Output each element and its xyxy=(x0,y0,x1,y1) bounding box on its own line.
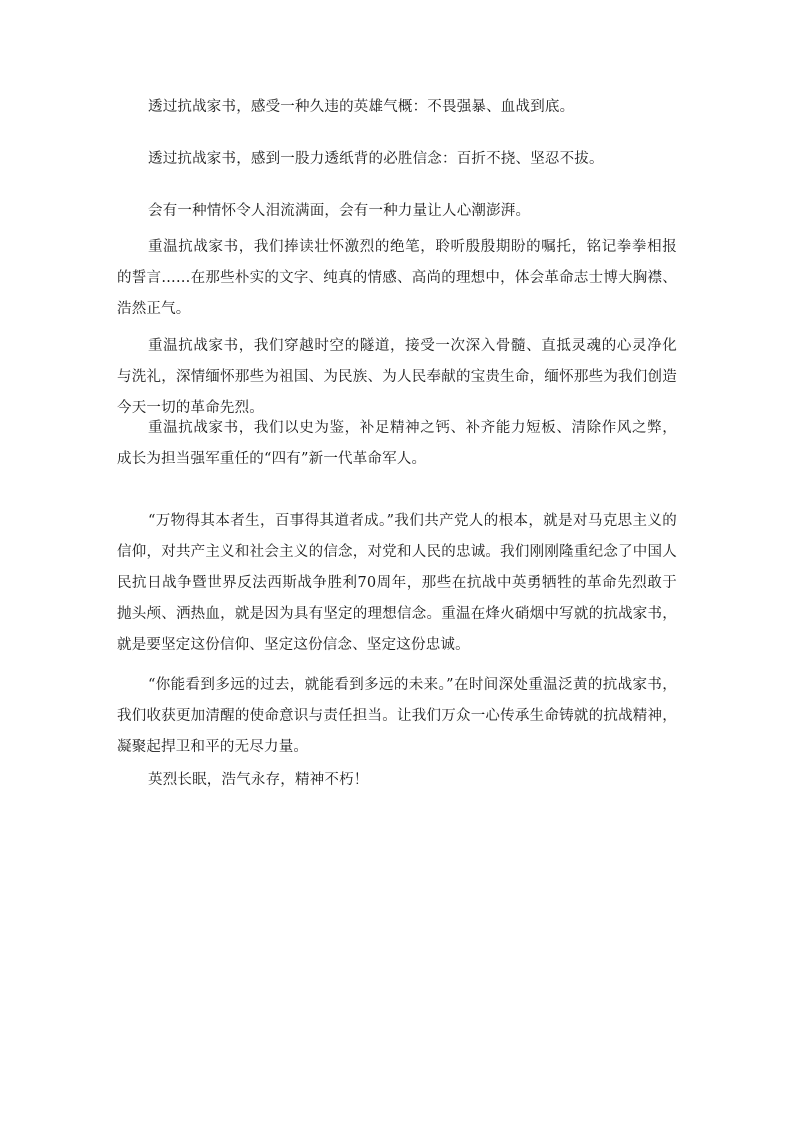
paragraph-victory-belief: 透过抗战家书，感到一股力透纸背的必胜信念：百折不挠、坚忍不拔。 xyxy=(148,151,604,167)
paragraph-heroic-spirit: 透过抗战家书，感受一种久违的英雄气概：不畏强暴、血战到底。 xyxy=(148,99,575,115)
paragraph-ideals-faith: “万物得其本者生，百事得其道者成。”我们共产党人的根本，就是对马克思主义的信仰，对共产主义和社会主义的信念，对党和人民的忠诚。我们刚刚隆重纪念了中国人民抗日战争暨世界反法西斯战争胜利70周年，那些在抗战中英勇牺牲的革命先烈敢于抛头颅、洒热血，就是因为具有坚定的理想信念。重温在烽火硝烟中写就的抗战家书，就是要坚定这份信仰、坚定这份信念、坚定这份忠诚。 xyxy=(117,513,677,653)
paragraph-past-future: “你能看到多远的过去，就能看到多远的未来。”在时间深处重温泛黄的抗战家书，我们收获更加清醒的使命意识与责任担当。让我们万众一心传承生命铸就的抗战精神，凝聚起捍卫和平的无尽力量。 xyxy=(117,677,677,755)
paragraph-revisit-letters-3: 重温抗战家书，我们以史为鉴，补足精神之钙、补齐能力短板、清除作风之弊，成长为担当强军重任的“四有”新一代革命军人。 xyxy=(117,420,677,467)
paragraph-closing: 英烈长眠，浩气永存，精神不朽！ xyxy=(148,772,369,788)
paragraph-revisit-letters-1: 重温抗战家书，我们捧读壮怀激烈的绝笔，聆听殷殷期盼的嘱托，铭记拳拳相报的誓言……在那些朴实的文字、纯真的情感、高尚的理想中，体会革命志士博大胸襟、浩然正气。 xyxy=(117,239,677,317)
paragraph-emotion: 会有一种情怀令人泪流满面，会有一种力量让人心潮澎湃。 xyxy=(148,203,531,219)
paragraph-revisit-letters-2: 重温抗战家书，我们穿越时空的隧道，接受一次深入骨髓、直抵灵魂的心灵净化与洗礼，深情缅怀那些为祖国、为民族、为人民奉献的宝贵生命，缅怀那些为我们创造今天一切的革命先烈。 xyxy=(117,338,677,416)
